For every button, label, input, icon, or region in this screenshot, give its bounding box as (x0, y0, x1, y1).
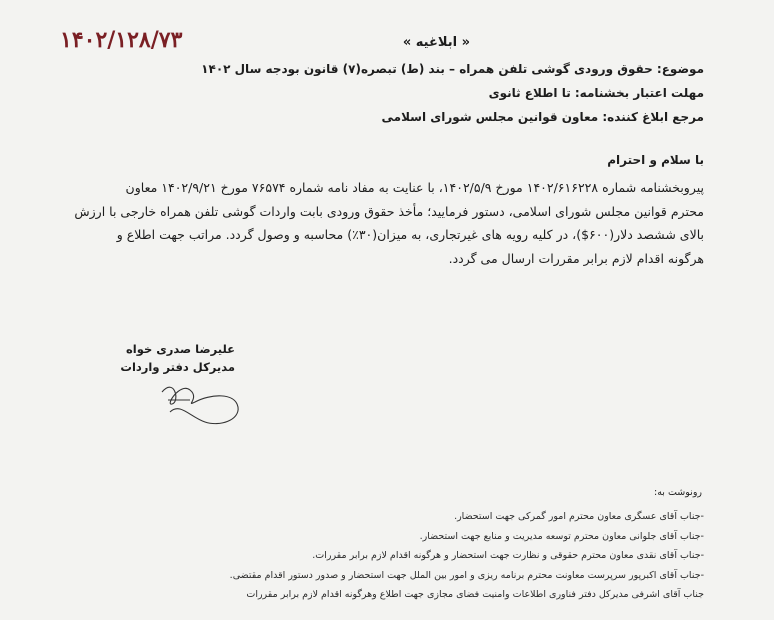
signer-title: مدیرکل دفتر واردات (120, 360, 235, 374)
document-title: « ابلاغیه » (402, 35, 470, 50)
greeting: با سلام و احترام (607, 153, 704, 167)
distribution-item: -جناب آقای اکبرپور سرپرست معاونت محترم برنامه ریزی و امور بین الملل جهت استحضار و صدور دستور اقدام مقتضی. (229, 569, 704, 581)
distribution-heading: رونوشت به: (654, 487, 702, 498)
body-line: هرگونه اقدام لازم برابر مقررات ارسال می گردد. (448, 250, 704, 266)
signer-name: علیرضا صدری خواه (126, 342, 235, 356)
subject-line: موضوع: حقوق ورودی گوشی تلفن همراه – بند (ط) تبصره(۷) قانون بودجه سال ۱۴۰۲ (201, 62, 704, 76)
distribution-item: -جناب آقای جلوانی معاون محترم توسعه مدیریت و منابع جهت استحضار. (419, 530, 704, 542)
distribution-list (4, 507, 704, 605)
authority-line: مرجع ابلاغ کننده: معاون قوانین مجلس شورای اسلامی (381, 110, 704, 124)
body-line: بالای ششصد دلار(۶۰۰$)، در کلیه رویه های غیرتجاری، به میزان(۳۰٪) محاسبه و وصول گردد. مراتب جهت اطلاع و (116, 227, 704, 242)
body-line: محترم قوانین مجلس شورای اسلامی، دستور فرمایید؛ مأخذ حقوق ورودی بابت واردات گوشی تلفن همراه خارجی با ارزش (74, 203, 704, 219)
body-line: پیروبخشنامه شماره ۱۴۰۲/۶۱۶۲۲۸ مورخ ۱۴۰۲/۵/۹، با عنایت به مفاد نامه شماره ۷۶۵۷۴ مورخ ۱۴۰۲/۹/۲۱ معاون (125, 180, 704, 195)
distribution-item: جناب آقای اشرفی مدیرکل دفتر فناوری اطلاعات وامنیت فضای مجازی جهت اطلاع وهرگونه اقدام لازم برابر مقررات (246, 589, 704, 600)
signature-drawing (150, 372, 245, 432)
reference-number: ۱۴۰۲/۱۲۸/۷۳ (60, 27, 183, 53)
signature-block (120, 340, 235, 376)
distribution-item: -جناب آقای نقدی معاون محترم حقوقی و نظارت جهت استحضار و هرگونه اقدام لازم برابر مقررات. (312, 550, 704, 561)
body-paragraph (64, 176, 704, 270)
distribution-item: -جناب آقای عسگری معاون محترم امور گمرکی جهت استحضار. (454, 511, 704, 522)
validity-line: مهلت اعتبار بخشنامه: تا اطلاع ثانوی (488, 86, 704, 100)
